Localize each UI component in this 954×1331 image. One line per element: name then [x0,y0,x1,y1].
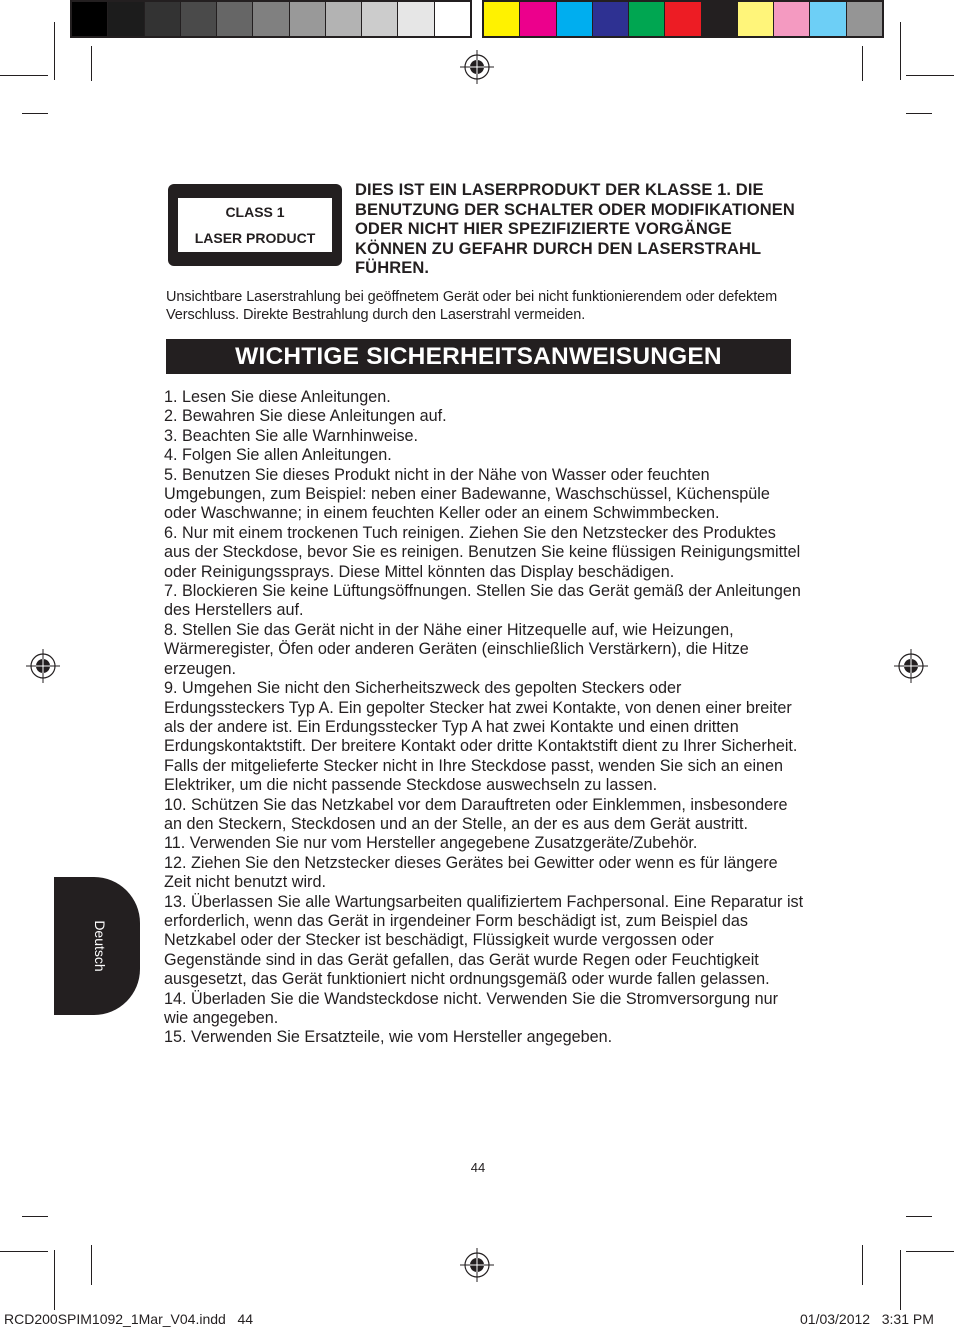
crop-mark [906,75,954,76]
registration-mark-icon [460,1248,494,1282]
crop-mark [862,1245,863,1285]
instruction-item: 14. Überladen Sie die Wandsteckdose nicht. Verwenden Sie die Stromversorgung nur wie angegeben. [164,989,778,1027]
instruction-item: 5. Benutzen Sie dieses Produkt nicht in der Nähe von Wasser oder feuchten Umgebungen, zum Beispiel: neben einer Badewanne, Waschschüssel, Küchenspüle oder Waschwanne; in einem feuchten Keller oder an einem Schwimmbecken. [164,465,770,523]
registration-mark-icon [894,649,928,683]
gray-color-bar [70,0,472,38]
process-color-bar [482,0,884,38]
color-swatch [629,2,665,36]
safety-instructions-list [164,388,804,1048]
instruction-item: 11. Verwenden Sie nur vom Hersteller angegebene Zusatzgeräte/Zubehör. [164,834,698,853]
page-number: 44 [470,1160,486,1175]
crop-mark [900,1250,901,1310]
laser-class-label [168,184,342,266]
gray-swatch [290,2,326,36]
gray-swatch [108,2,144,36]
color-swatch [702,2,738,36]
laser-warning-text: DIES IST EIN LASERPRODUKT DER KLASSE 1. DIE BENUTZUNG DER SCHALTER ODER MODIFIKATIONEN ODER NICHT HIER SPEZIFIZIERTE VORGÄNGE KÖNNEN ZU GEFAHR DURCH DEN LASERSTRAHL FÜHREN. [355,181,795,277]
color-swatch [665,2,701,36]
color-swatch [738,2,774,36]
color-swatch [774,2,810,36]
laser-class-label-inner [178,198,332,252]
footer-filename: RCD200SPIM1092_1Mar_V04.indd 44 [4,1311,254,1327]
instruction-item: 15. Verwenden Sie Ersatzteile, wie vom Hersteller angegeben. [164,1028,613,1047]
registration-mark-icon [26,649,60,683]
instruction-item: 4. Folgen Sie allen Anleitungen. [164,446,392,465]
instruction-item: 13. Überlassen Sie alle Wartungsarbeiten qualifiziertem Fachpersonal. Eine Reparatur ist erforderlich, wenn das Gerät in irgendeiner Form beschädigt ist, zum Beispiel das Netzkabel oder der Stecker ist beschädigt, Flüssigkeit wurde vergossen oder Gegenstände sind in das Gerät gefallen, das Gerät wurde Regen oder Feuchtigkeit ausgesetzt, das Gerät funktioniert nicht ordnungsgemäß oder wurde fallen gelassen. [164,892,804,989]
instruction-item: 9. Umgehen Sie nicht den Sicherheitszweck des gepolten Steckers oder Erdungssteckers Typ A. Ein gepolter Stecker hat zwei Kontakte, von denen einer breiter als der andere ist. Ein Erdungsstecker Typ A hat zwei Kontakte und einen dritten Erdungskontaktstift. Der breitere Kontakt oder dritte Kontaktstift dient zu Ihrer Sicherheit. Falls der mitgelieferte Stecker nicht in Ihre Steckdose passt, wenden Sie sich an einen Elektriker, um die nicht passende Steckdose auswechseln zu lassen. [164,679,798,795]
language-side-tab [54,877,140,1015]
crop-mark [862,46,863,81]
crop-mark [22,1216,48,1217]
gray-swatch [362,2,398,36]
color-swatch [520,2,556,36]
section-heading: WICHTIGE SICHERHEITSANWEISUNGEN [166,339,791,374]
instruction-item: 12. Ziehen Sie den Netzstecker dieses Gerätes bei Gewitter oder wenn es für längere Zeit nicht benutzt wird. [164,853,778,892]
gray-swatch [435,2,470,36]
instruction-item: 10. Schützen Sie das Netzkabel vor dem Darauftreten oder Einklemmen, insbesondere an den Steckern, Steckdosen und an der Stelle, an der es aus dem Gerät austritt. [164,795,788,833]
instruction-item: 2. Bewahren Sie diese Anleitungen auf. [164,407,447,426]
footer-timestamp: 01/03/2012 3:31 PM [800,1311,934,1327]
crop-mark [906,1216,932,1217]
laser-label-product: LASER PRODUCT [194,230,316,246]
invisible-radiation-note: Unsichtbare Laserstrahlung bei geöffnetem Gerät oder bei nicht funktionierendem oder defektem Verschluss. Direkte Bestrahlung durch den Laserstrahl vermeiden. [166,289,778,323]
color-swatch [847,2,882,36]
crop-mark [22,113,48,114]
gray-swatch [181,2,217,36]
crop-mark [900,22,901,80]
crop-mark [91,46,92,81]
gray-swatch [217,2,253,36]
crop-mark [906,1251,954,1252]
crop-mark [54,1250,55,1310]
registration-mark-icon [460,50,494,84]
crop-mark [0,75,48,76]
instruction-item: 8. Stellen Sie das Gerät nicht in der Nähe einer Hitzequelle auf, wie Heizungen, Wärmeregister, Öfen oder anderen Geräten (einschließlich Verstärkern), die Hitze erzeugen. [164,620,749,678]
instruction-item: 3. Beachten Sie alle Warnhinweise. [164,426,419,445]
crop-mark [0,1251,48,1252]
gray-swatch [253,2,289,36]
color-swatch [484,2,520,36]
gray-swatch [72,2,108,36]
crop-mark [906,113,932,114]
instruction-item: 7. Blockieren Sie keine Lüftungsöffnungen. Stellen Sie das Gerät gemäß der Anleitungen des Herstellers auf. [164,582,801,620]
crop-mark [91,1245,92,1285]
laser-label-class: CLASS 1 [225,204,285,220]
gray-swatch [398,2,434,36]
crop-mark [54,22,55,80]
gray-swatch [145,2,181,36]
instruction-item: 6. Nur mit einem trockenen Tuch reinigen. Ziehen Sie den Netzstecker des Produktes aus der Steckdose, bevor Sie es reinigen. Benutzen Sie keine flüssigen Reinigungsmittel oder Reinigungssprays. Diese Mittel könnten das Display beschädigen. [164,523,801,581]
language-tab-label: Deutsch [92,920,108,972]
color-swatch [557,2,593,36]
color-swatch [593,2,629,36]
gray-swatch [326,2,362,36]
instruction-item: 1. Lesen Sie diese Anleitungen. [164,388,391,406]
color-swatch [810,2,846,36]
